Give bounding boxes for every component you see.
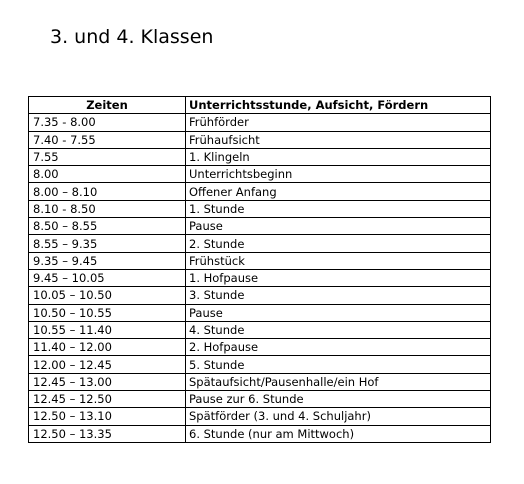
activity-cell: 4. Stunde xyxy=(186,321,491,338)
time-cell: 7.35 - 8.00 xyxy=(29,114,186,131)
activity-cell: 2. Hofpause xyxy=(186,339,491,356)
time-cell: 10.50 – 10.55 xyxy=(29,304,186,321)
table-row xyxy=(29,269,491,286)
table-row xyxy=(29,408,491,425)
table-row xyxy=(29,148,491,165)
time-cell: 12.50 – 13.10 xyxy=(29,408,186,425)
table-row xyxy=(29,391,491,408)
schedule-body xyxy=(29,114,491,443)
time-cell: 8.50 – 8.55 xyxy=(29,218,186,235)
time-cell: 11.40 – 12.00 xyxy=(29,339,186,356)
table-row xyxy=(29,218,491,235)
activity-cell: Pause zur 6. Stunde xyxy=(186,391,491,408)
time-cell: 9.45 – 10.05 xyxy=(29,269,186,286)
activity-cell: Frühstück xyxy=(186,252,491,269)
time-cell: 7.55 xyxy=(29,148,186,165)
table-row xyxy=(29,114,491,131)
table-row xyxy=(29,304,491,321)
time-cell: 7.40 - 7.55 xyxy=(29,131,186,148)
activity-cell: Pause xyxy=(186,218,491,235)
table-row xyxy=(29,183,491,200)
table-header-row xyxy=(29,97,491,114)
header-activity: Unterrichtsstunde, Aufsicht, Fördern xyxy=(186,97,491,114)
time-cell: 8.55 – 9.35 xyxy=(29,235,186,252)
time-cell: 12.45 – 12.50 xyxy=(29,391,186,408)
activity-cell: 1. Hofpause xyxy=(186,269,491,286)
table-row xyxy=(29,425,491,442)
table-row xyxy=(29,339,491,356)
time-cell: 8.10 - 8.50 xyxy=(29,200,186,217)
activity-cell: Offener Anfang xyxy=(186,183,491,200)
activity-cell: 1. Klingeln xyxy=(186,148,491,165)
activity-cell: Unterrichtsbeginn xyxy=(186,166,491,183)
header-times: Zeiten xyxy=(29,97,186,114)
time-cell: 8.00 – 8.10 xyxy=(29,183,186,200)
activity-cell: Frühaufsicht xyxy=(186,131,491,148)
table-row xyxy=(29,321,491,338)
activity-cell: 1. Stunde xyxy=(186,200,491,217)
table-row xyxy=(29,131,491,148)
schedule-table xyxy=(28,96,491,443)
activity-cell: 5. Stunde xyxy=(186,356,491,373)
time-cell: 12.00 – 12.45 xyxy=(29,356,186,373)
activity-cell: 2. Stunde xyxy=(186,235,491,252)
table-row xyxy=(29,166,491,183)
time-cell: 12.45 – 13.00 xyxy=(29,373,186,390)
time-cell: 12.50 – 13.35 xyxy=(29,425,186,442)
time-cell: 8.00 xyxy=(29,166,186,183)
time-cell: 9.35 – 9.45 xyxy=(29,252,186,269)
page-title: 3. und 4. Klassen xyxy=(50,26,214,48)
activity-cell: Pause xyxy=(186,304,491,321)
activity-cell: 3. Stunde xyxy=(186,287,491,304)
table-row xyxy=(29,373,491,390)
table-row xyxy=(29,356,491,373)
time-cell: 10.55 – 11.40 xyxy=(29,321,186,338)
activity-cell: Frühförder xyxy=(186,114,491,131)
table-row xyxy=(29,287,491,304)
activity-cell: Spätförder (3. und 4. Schuljahr) xyxy=(186,408,491,425)
table-row xyxy=(29,235,491,252)
table-row xyxy=(29,200,491,217)
activity-cell: Spätaufsicht/Pausenhalle/ein Hof xyxy=(186,373,491,390)
table-row xyxy=(29,252,491,269)
activity-cell: 6. Stunde (nur am Mittwoch) xyxy=(186,425,491,442)
time-cell: 10.05 – 10.50 xyxy=(29,287,186,304)
